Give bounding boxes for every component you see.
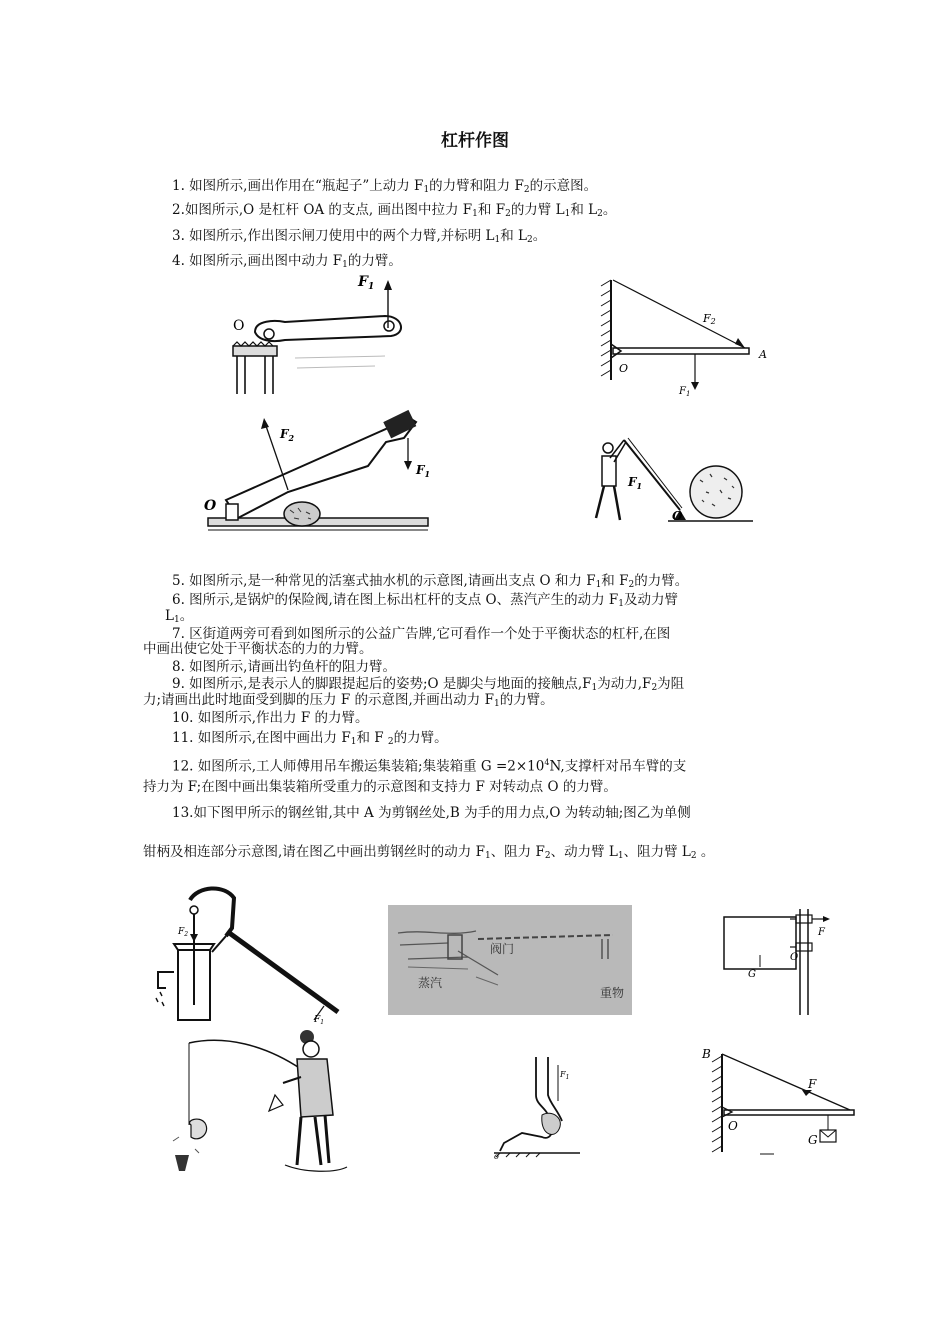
wall-rod-o-label: O	[619, 362, 629, 375]
crane-figure	[698, 1040, 863, 1160]
question-13-cont: 钳柄及相连部分示意图,请在图乙中画出剪钢丝时的动力 $F_1$、阻力 $F_2$、动力臂 $L_1$、阻力臂 $L_2$ 。	[143, 844, 715, 861]
bottle-opener-figure	[225, 268, 425, 396]
question-10: 10. 如图所示,作出力 F 的力臂。	[172, 710, 369, 726]
knife-o-label: O	[204, 498, 217, 514]
fishing-figure	[165, 1025, 350, 1180]
sign-figure	[720, 905, 835, 1017]
pump-figure	[148, 880, 353, 1025]
knife-f1-label: $F_1$	[416, 463, 431, 479]
wall-rod-f1-label: $F_1$	[679, 386, 691, 398]
crane-b-label: B	[702, 1047, 711, 1061]
wall-rod-f2-label: F2	[703, 312, 716, 326]
wall-rod-a-label: A	[759, 348, 767, 361]
question-12-cont: 持力为 F;在图中画出集装箱所受重力的示意图和支持力 F 对转动点 O 的力臂。	[143, 779, 617, 795]
question-9-cont: 力;请画出此时地面受到脚的压力 F 的示意图,并画出动力 $F_1$的力臂。	[143, 692, 554, 709]
valve-figure	[388, 905, 632, 1015]
question-3: 3. 如图所示,作出图示闸刀使用中的两个力臂,并标明 $L_1$和 $L_2$。	[172, 228, 547, 245]
foot-f1-label: $F_1$	[560, 1070, 570, 1081]
valve-label-2: 蒸汽	[418, 976, 443, 990]
crane-g-label: G	[808, 1133, 818, 1147]
opener-o-label: O	[233, 318, 245, 334]
crane-f-label: F	[808, 1077, 817, 1091]
foot-figure	[492, 1055, 582, 1163]
question-4: 4. 如图所示,画出图中动力 $F_1$的力臂。	[172, 253, 402, 270]
sign-o-label: O	[790, 952, 799, 963]
question-1: 1. 如图所示,画出作用在“瓶起子”上动力 $F_1$的力臂和阻力 $F_2$的示意图。	[172, 178, 598, 195]
sign-g-label: G	[748, 969, 756, 980]
page-title: 杠杆作图	[441, 131, 509, 151]
question-2: 2.如图所示,O 是杠杆 OA 的支点, 画出图中拉力 $F_1$和 $F_2$的力臂 $L_1$和 $L_2$。	[172, 202, 617, 219]
pump-f1-label: $F_1$	[314, 1015, 325, 1025]
ball-figure	[588, 428, 758, 538]
wall-rod-figure	[595, 278, 785, 398]
ball-o-label: O	[672, 509, 683, 523]
valve-label-3: 重物	[600, 986, 625, 1000]
crane-o-label: O	[728, 1119, 738, 1133]
question-7-cont: 中画出使它处于平衡状态的力的力臂。	[143, 641, 373, 657]
foot-o-label: o	[494, 1152, 499, 1161]
question-13: 13.如下图甲所示的钢丝钳,其中 A 为剪钢丝处,B 为手的用力点,O 为转动轴;图乙为单侧	[172, 805, 691, 821]
question-5: 5. 如图所示,是一种常见的活塞式抽水机的示意图,请画出支点 O 和力 $F_1$和 $F_2$的力臂。	[172, 573, 689, 590]
opener-f1-label: $F_1$	[358, 274, 375, 292]
ball-f1-label: $F_1$	[628, 475, 643, 491]
question-6: 6. 图所示,是锅炉的保险阀,请在图上标出杠杆的支点 O、蒸汽产生的动力 $F_1$及动力臂	[172, 592, 679, 609]
question-12: 12. 如图所示,工人师傅用吊车搬运集装箱;集装箱重 $G =2\times 10^4N$,支撑杆对吊车臂的支	[172, 758, 687, 775]
knife-figure	[198, 408, 438, 543]
knife-f2-label: $F_2$	[280, 427, 295, 443]
question-11: 11. 如图所示,在图中画出力 $F_1$和 F $_2$的力臂。	[172, 730, 448, 747]
question-9: 9. 如图所示,是表示人的脚跟提起后的姿势;O 是脚尖与地面的接触点$,F_1$为动力$,F_2$为阻	[172, 676, 685, 693]
question-8: 8. 如图所示,请画出钓鱼杆的阻力臂。	[172, 659, 396, 675]
pump-f2-label: $F_2$	[178, 927, 189, 938]
valve-label-1: 阀门	[490, 942, 515, 956]
sign-f-label: F	[818, 927, 825, 938]
question-6-cont: $L_1$。	[165, 608, 194, 625]
question-7: 7. 区街道两旁可看到如图所示的公益广告牌,它可看作一个处于平衡状态的杠杆,在图	[172, 626, 671, 642]
